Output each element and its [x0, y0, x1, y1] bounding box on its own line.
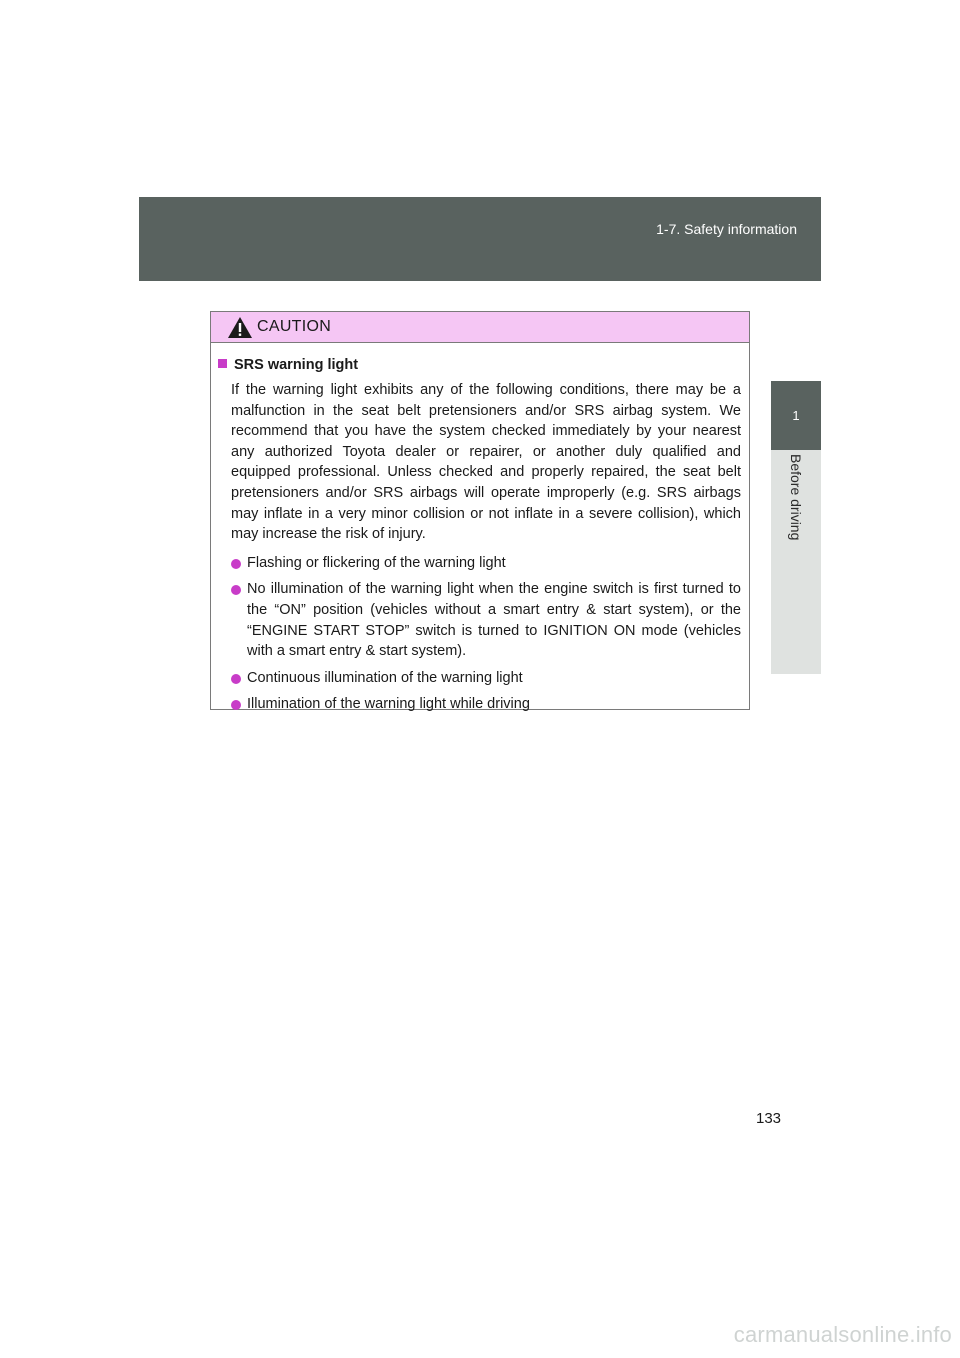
- list-item: [231, 553, 741, 574]
- page-number: 133: [756, 1110, 782, 1127]
- caution-paragraph: If the warning light exhibits any of the following conditions, there may be a malfunction in the seat belt pretensioners and/or SRS airbag system. We recommend that you have the system checked immediately by your nearest any authorized Toyota dealer or repairer, or another duly qualified and equipped professional. Unless checked and properly repaired, the seat belt pretensioners and/or SRS airbags will operate improperly (e.g. SRS airbags may inflate in a very minor collision or not inflate in a severe collision), which may increase the risk of injury.: [231, 382, 741, 543]
- caution-box: [210, 311, 750, 713]
- list-item: [231, 694, 741, 715]
- caution-title: CAUTION: [257, 318, 332, 335]
- header-band: [139, 197, 821, 281]
- caution-bullet-list: [231, 553, 741, 715]
- chapter-tab-number: [771, 381, 821, 450]
- list-item-text: No illumination of the warning light when the engine switch is first turned to the “ON” position (vehicles without a smart entry & start system), or the “ENGINE START STOP” switch is turned to IGNITION ON mode (vehicles with a smart entry & start system).: [247, 581, 741, 660]
- caution-heading: [218, 355, 741, 375]
- chapter-number: 1: [792, 408, 800, 423]
- list-item-text: Flashing or flickering of the warning light: [247, 554, 506, 571]
- bullet-dot-icon: [231, 674, 241, 684]
- list-item: [231, 579, 741, 661]
- chapter-tab-label: [771, 450, 821, 674]
- caution-heading-text: SRS warning light: [234, 357, 359, 373]
- list-item: [231, 668, 741, 689]
- caution-body: [211, 343, 749, 715]
- chapter-label: Before driving: [788, 454, 804, 541]
- list-item-text: Illumination of the warning light while driving: [247, 696, 530, 713]
- square-bullet-icon: [218, 359, 227, 368]
- warning-triangle-icon: [227, 316, 253, 339]
- bullet-dot-icon: [231, 700, 241, 710]
- caution-header: [211, 312, 749, 343]
- list-item-text: Continuous illumination of the warning light: [247, 669, 523, 686]
- section-title: 1-7. Safety information: [656, 221, 797, 237]
- bullet-dot-icon: [231, 559, 241, 569]
- watermark: carmanualsonline.info: [733, 1322, 952, 1347]
- bullet-dot-icon: [231, 585, 241, 595]
